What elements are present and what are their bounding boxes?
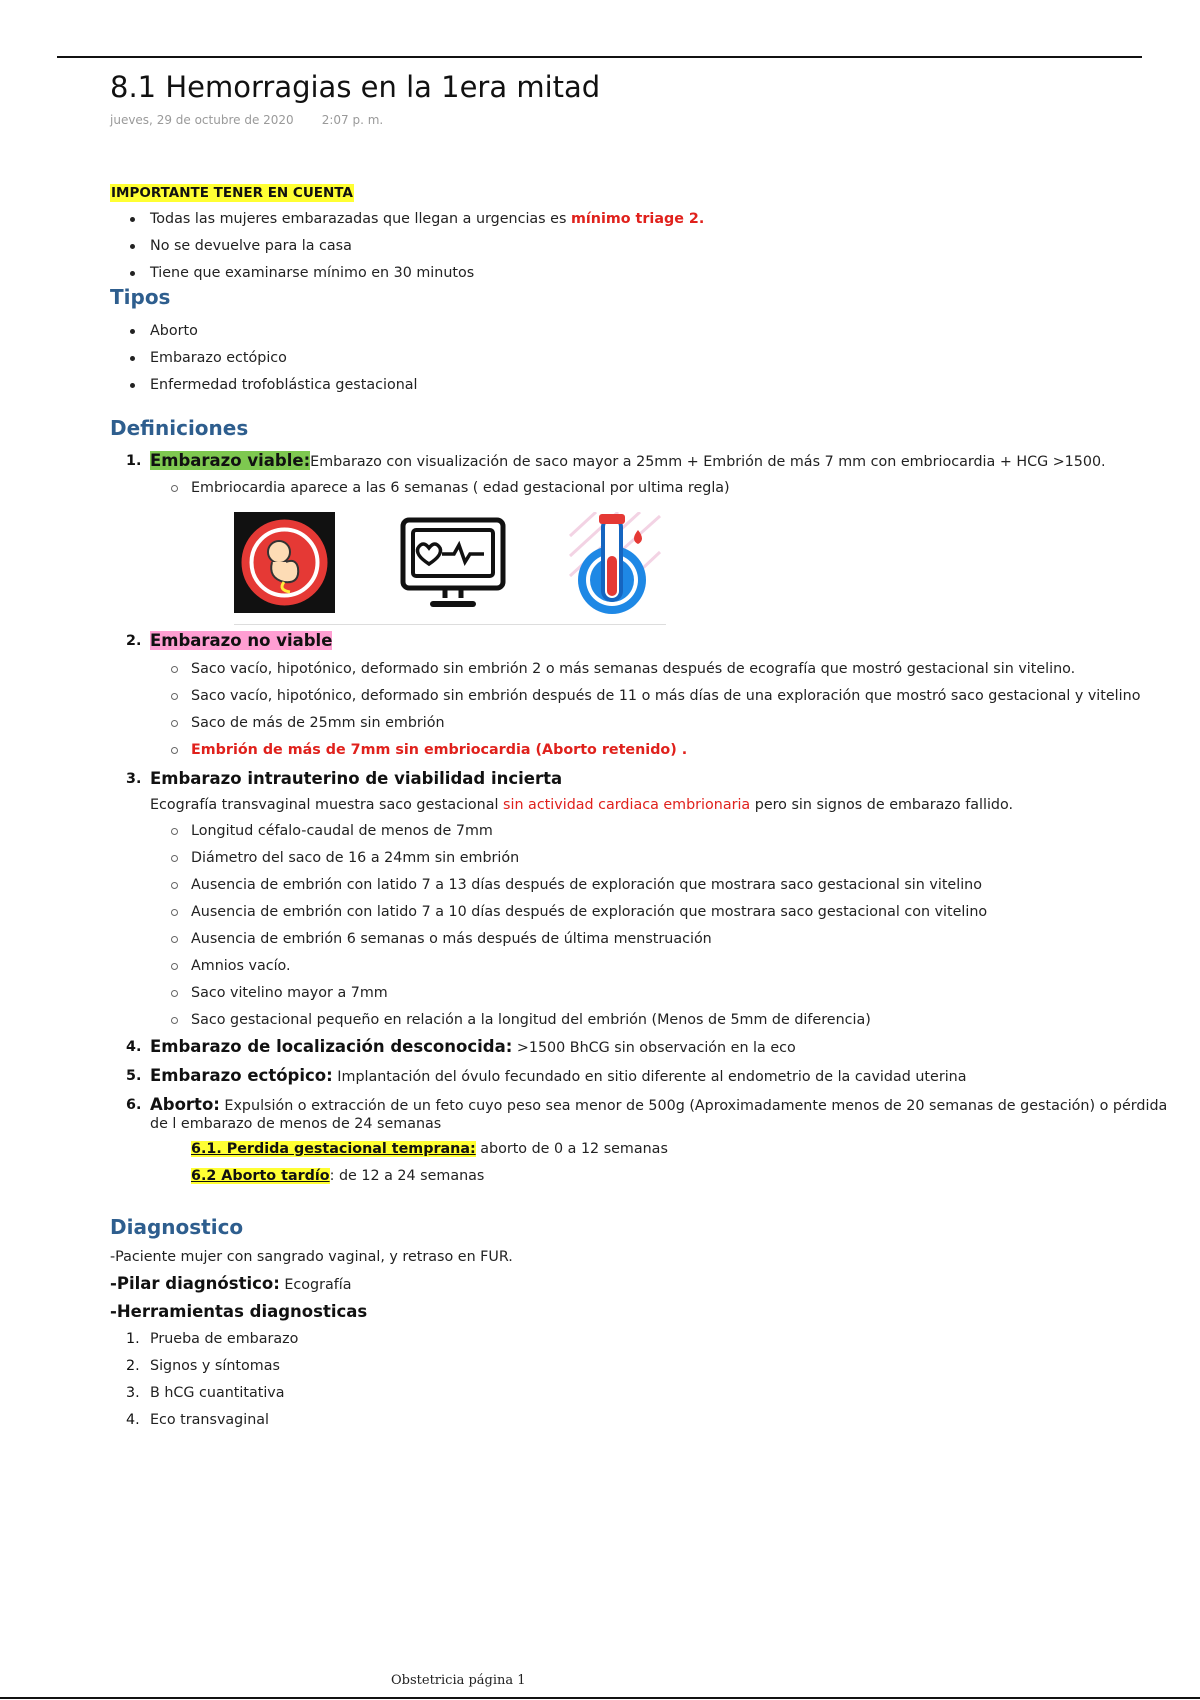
definition-item-viable: 1. Embarazo viable:Embarazo con visualización de saco mayor a 25mm + Embrión de más 7 mm con embriocardia + HCG >1500. Embriocardia aparece a las 6 semanas ( edad gestacional por ultima regla) — [150, 452, 1172, 628]
tipos-heading: Tipos — [110, 285, 171, 309]
note-body — [110, 184, 1172, 1438]
definition-label: Embarazo ectópico: — [150, 1066, 333, 1085]
page-title: 8.1 Hemorragias en la 1era mitad — [110, 70, 601, 104]
list-item: Embarazo ectópico — [150, 349, 1172, 376]
test-tube-blood-icon — [564, 512, 664, 621]
list-item: Ausencia de embrión con latido 7 a 13 días después de exploración que mostrara saco gestacional sin vitelino — [191, 876, 1172, 903]
top-divider — [57, 56, 1142, 58]
page-footer: Obstetricia página 1 — [391, 1673, 526, 1688]
list-item: Saco vacío, hipotónico, deformado sin embrión 2 o más semanas después de ecografía que mostró gestacional sin vitelino. — [191, 660, 1172, 687]
definition-label: Embarazo de localización desconocida: — [150, 1037, 513, 1056]
list-item: No se devuelve para la casa — [150, 237, 1172, 264]
definition-item-localizacion: 4. Embarazo de localización desconocida: >1500 BhCG sin observación en la eco — [126, 1037, 796, 1056]
fetus-icon — [234, 512, 335, 618]
important-heading: IMPORTANTE TENER EN CUENTA — [111, 185, 353, 201]
definition-label: Aborto: — [150, 1095, 220, 1114]
list-item: Embriocardia aparece a las 6 semanas ( edad gestacional por ultima regla) — [191, 479, 1172, 506]
list-item: Ausencia de embrión con latido 7 a 10 días después de exploración que mostrara saco gestacional con vitelino — [191, 903, 1172, 930]
icons-divider — [234, 624, 666, 625]
definition-item-ectopico: 5. Embarazo ectópico: Implantación del óvulo fecundado en sitio diferente al endometrio de la cavidad uterina — [126, 1066, 967, 1085]
list-item: Diámetro del saco de 16 a 24mm sin embrión — [191, 849, 1172, 876]
list-item: Embrión de más de 7mm sin embriocardia (Aborto retenido) . — [191, 741, 1172, 768]
list-item: 3. B hCG cuantitativa — [126, 1385, 285, 1401]
diagnostico-tools-heading: -Herramientas diagnosticas — [110, 1302, 368, 1321]
list-item: Enfermedad trofoblástica gestacional — [150, 376, 1172, 403]
bottom-divider — [0, 1697, 1200, 1699]
definition-label: Embarazo intrauterino de viabilidad incierta — [150, 769, 563, 788]
definition-label: Embarazo no viable — [150, 631, 333, 650]
list-item: Ausencia de embrión 6 semanas o más después de última menstruación — [191, 930, 1172, 957]
definiciones-heading: Definiciones — [110, 416, 249, 440]
diagnostico-pilar: -Pilar diagnóstico: Ecografía — [110, 1274, 352, 1293]
tipos-list — [110, 322, 1172, 403]
list-item: Longitud céfalo-caudal de menos de 7mm — [191, 822, 1172, 849]
diagnostico-heading: Diagnostico — [110, 1215, 244, 1239]
aborto-subtype-tardio: 6.2 Aborto tardío: de 12 a 24 semanas — [191, 1168, 485, 1184]
heart-monitor-icon — [399, 516, 507, 617]
page-time: 2:07 p. m. — [321, 113, 384, 127]
list-item: 2. Signos y síntomas — [126, 1358, 280, 1374]
list-item: Amnios vacío. — [191, 957, 1172, 984]
list-item: Saco vacío, hipotónico, deformado sin embrión después de 11 o más días de una exploración que mostró saco gestacional y vitelino — [191, 687, 1172, 714]
list-item: 4. Eco transvaginal — [126, 1412, 270, 1428]
icons-row — [234, 512, 1172, 628]
definition-label: Embarazo viable: — [150, 451, 311, 470]
diagnostico-tools-list — [110, 1330, 1172, 1438]
definition-item-aborto: 6. Aborto: Expulsión o extracción de un feto cuyo peso sea menor de 500g (Aproximadamente menos de 20 semanas de gestación) o pérdida de l embarazo de menos de 24 semanas 6.1. Perdida gestacional temprana: aborto de 0 a 12 semanas 6.2 Aborto tardío: de 12 a 24 semanas — [150, 1096, 1172, 1194]
definition-item-incierta: 3. Embarazo intrauterino de viabilidad incierta Ecografía transvaginal muestra saco gestacional sin actividad cardiaca embrionaria pero sin signos de embarazo fallido. Longitud céfalo-caudal de menos de 7mm Diámetro del saco de 16 a 24mm sin embrión Ausencia de embrión con latido 7 a 13 días después de exploración que mostrara saco gestacional sin vitelino Ausencia de embrión con latido 7 a 10 días después de exploración que mostrara saco gestacional con vitelino Ausencia de embrión 6 semanas o más después de última menstruación Amnios vacío. Saco vitelino mayor a 7mm Saco gestacional pequeño en relación a la longitud del embrión (Menos de 5mm de diferencia) — [150, 770, 1172, 1038]
aborto-subtype-temprana: 6.1. Perdida gestacional temprana: aborto de 0 a 12 semanas — [191, 1141, 668, 1157]
diagnostico-line: -Paciente mujer con sangrado vaginal, y retraso en FUR. — [110, 1249, 513, 1265]
definiciones-list — [110, 452, 1172, 1194]
important-list — [110, 210, 1172, 291]
list-item: 1. Prueba de embarazo — [126, 1331, 299, 1347]
definition-description: Ecografía transvaginal muestra saco gestacional sin actividad cardiaca embrionaria pero sin signos de embarazo fallido. — [150, 797, 1014, 813]
list-item: Aborto — [150, 322, 1172, 349]
list-item: Saco gestacional pequeño en relación a la longitud del embrión (Menos de 5mm de diferencia) — [191, 1011, 1172, 1038]
list-item: Tiene que examinarse mínimo en 30 minutos — [150, 264, 1172, 291]
important-section — [110, 184, 1172, 291]
page-timestamp — [110, 113, 411, 127]
definition-item-no-viable: 2. Embarazo no viable Saco vacío, hipotónico, deformado sin embrión 2 o más semanas después de ecografía que mostró gestacional sin vitelino. Saco vacío, hipotónico, deformado sin embrión después de 11 o más días de una exploración que mostró saco gestacional y vitelino Saco de más de 25mm sin embrión Embrión de más de 7mm sin embriocardia (Aborto retenido) . — [150, 632, 1172, 768]
page-date: jueves, 29 de octubre de 2020 — [110, 113, 294, 127]
list-item: Todas las mujeres embarazadas que llegan a urgencias es mínimo triage 2. — [150, 210, 1172, 237]
list-item: Saco de más de 25mm sin embrión — [191, 714, 1172, 741]
list-item: Saco vitelino mayor a 7mm — [191, 984, 1172, 1011]
